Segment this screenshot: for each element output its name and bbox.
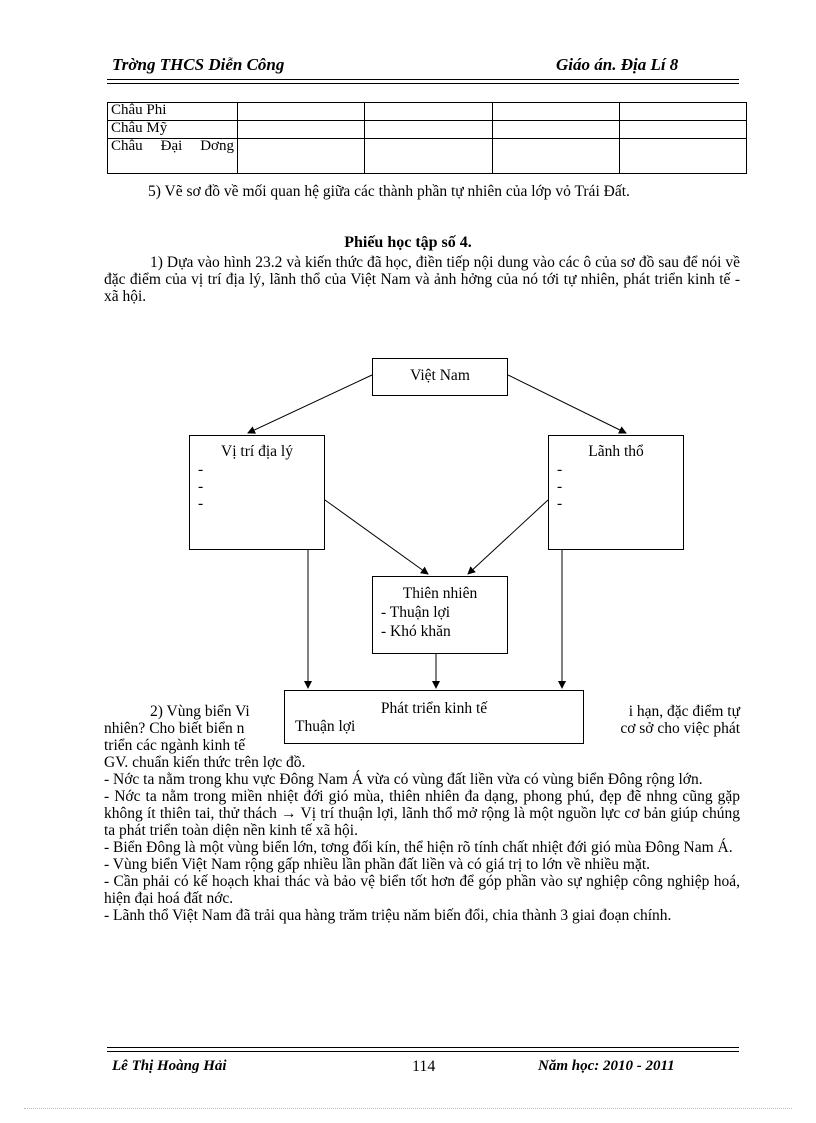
footer-year: Năm học: 2010 - 2011	[538, 1058, 675, 1074]
box-phat-trien-kinh-te	[284, 690, 584, 744]
box-phat-trien-label: Phát triển kinh tế	[380, 700, 488, 717]
list-item: -	[557, 461, 563, 478]
list-item: - Vùng biển Việt Nam rộng gấp nhiều lần phần đất liền và có giá trị to lớn về nhiều mặt.	[104, 856, 651, 873]
box-thien-nhien	[372, 576, 508, 654]
worksheet-title: Phiếu học tập số 4.	[344, 234, 472, 251]
list-item: -	[198, 461, 204, 478]
box-vi-tri-dia-ly	[189, 435, 325, 550]
page-number: 114	[412, 1058, 436, 1075]
list-item: - Lãnh thổ Việt Nam đã trải qua hàng trăm triệu năm biến đổi, chia thành 3 giai đoạn chính.	[104, 907, 672, 924]
answers	[104, 771, 740, 924]
footer-rule-bottom	[107, 1051, 739, 1052]
question-2-line2-left: nhiên? Cho biết biển n	[104, 720, 245, 737]
row-label: Châu Phi	[108, 103, 238, 121]
list-item: - Cần phải có kế hoạch khai thác và bảo vệ biển tốt hơn để góp phần vào sự nghiệp công nghiệp hoá, hiện đại hoá đất nớc.	[104, 873, 740, 907]
question-2-line1-right: i hạn, đặc điểm tự	[628, 703, 740, 720]
list-item: -	[557, 478, 563, 495]
list-item: -	[557, 495, 563, 512]
list-item: -	[198, 495, 204, 512]
footer-rule-top	[107, 1047, 739, 1048]
worksheet-question-1: 1) Dựa vào hình 23.2 và kiến thức đã học, điền tiếp nội dung vào các ô của sơ đồ sau để nói về đặc điểm của vị trí địa lý, lãnh thổ của Việt Nam và ảnh hởng của nó tới tự nhiên, phát triển kinh tế - xã hội.	[104, 254, 740, 305]
box-viet-nam-label: Việt Nam	[410, 367, 470, 384]
box-thien-nhien-label: Thiên nhiên	[402, 585, 478, 602]
box-phat-trien-thuan-loi: Thuận lợi	[295, 718, 356, 735]
list-item: - Nớc ta nằm trong khu vực Đông Nam Á vừa có vùng đất liền vừa có vùng biển Đông rộng lớn.	[104, 771, 703, 788]
box-lanh-tho-label: Lãnh thổ	[588, 443, 644, 460]
row-label: Châu Mỹ	[108, 121, 238, 139]
footer-author: Lê Thị Hoàng Hải	[112, 1058, 227, 1074]
question-2-line1-left: 2) Vùng biển Vi	[150, 703, 250, 720]
question-5: 5) Vẽ sơ đồ về mối quan hệ giữa các thành phần tự nhiên của lớp vỏ Trái Đất.	[148, 183, 630, 200]
header-subject: Giáo án. Địa Lí 8	[556, 55, 679, 74]
question-2-line3-left: triển các ngành kinh tế	[104, 737, 246, 754]
list-item: -	[198, 478, 204, 495]
header-school: Trờng THCS Diễn Công	[112, 55, 285, 74]
list-item: - Khó khăn	[381, 623, 451, 640]
question-2-line2-right: cơ sở cho việc phát	[620, 720, 740, 737]
list-item: - Thuận lợi	[381, 604, 451, 621]
row-label: Châu Đại Dơng	[108, 139, 238, 174]
page-edge	[24, 1108, 792, 1109]
box-viet-nam	[372, 358, 508, 396]
list-item: - Nớc ta nằm trong miền nhiệt đới gió mùa, thiên nhiên đa dạng, phong phú, đẹp đẽ nhng cũng gặp không ít thiên tai, thử thách → Vị trí thuận lợi, lãnh thổ mở rộng là một nguồn lực cơ bản giúp chúng ta phát triển toàn diện nền kinh tế xã hội.	[104, 788, 740, 839]
box-vi-tri-label: Vị trí địa lý	[221, 443, 293, 460]
box-lanh-tho	[548, 435, 684, 550]
question-2-line4: GV. chuẩn kiến thức trên lợc đồ.	[104, 754, 306, 771]
box-thien-nhien-list	[381, 603, 507, 641]
list-item: - Biển Đông là một vùng biển lớn, tơng đối kín, thể hiện rõ tính chất nhiệt đới gió mùa Đông Nam Á.	[104, 839, 733, 856]
